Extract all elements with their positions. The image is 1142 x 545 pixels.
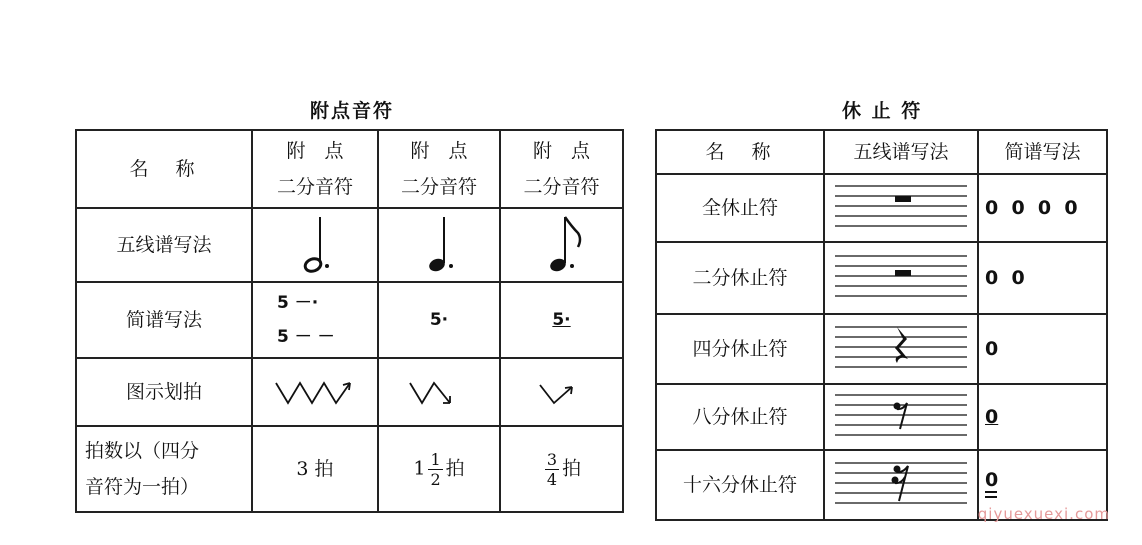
header-dotted-half-1: 附 点 二分音符 (252, 130, 378, 208)
row-label-staff: 五线谱写法 (76, 208, 252, 282)
watermark: qiyuexuexi.com (977, 505, 1110, 523)
beats-value-1: 3 拍 (252, 426, 378, 512)
rest-jianpu: 0 (978, 450, 1107, 520)
dotted-eighth-note-icon (500, 208, 623, 282)
rest-row-quarter (656, 314, 1107, 384)
beat-diagram-0-75-icon (500, 358, 623, 426)
sixteenth-rest-staff-icon (824, 450, 978, 520)
rest-row-eighth (656, 384, 1107, 450)
rest-jianpu: 0 (978, 384, 1107, 450)
rest-name: 二分休止符 (656, 242, 824, 314)
row-label-beats: 拍数以（四分 音符为一拍） (76, 426, 252, 512)
header-name: 名 称 (76, 130, 252, 208)
dotted-half-note-icon (252, 208, 378, 282)
rests-header-staff: 五线谱写法 (824, 130, 978, 174)
row-label-jianpu: 简谱写法 (76, 282, 252, 358)
rest-jianpu: 0 0 0 0 (978, 174, 1107, 242)
quarter-rest-staff-icon (824, 314, 978, 384)
beats-value-3: $\frac{3}{4}$ 拍 (500, 426, 623, 512)
rest-name: 全休止符 (656, 174, 824, 242)
eighth-rest-staff-icon (824, 384, 978, 450)
rest-name: 四分休止符 (656, 314, 824, 384)
header-row (76, 130, 623, 208)
rests-header-jianpu: 简谱写法 (978, 130, 1107, 174)
header-dotted-half-2: 附 点 二分音符 (378, 130, 500, 208)
row-label-diagram: 图示划拍 (76, 358, 252, 426)
rest-row-half (656, 242, 1107, 314)
rests-title: 休 止 符 (842, 100, 923, 122)
beat-diagram-3-icon (252, 358, 378, 426)
beats-row (76, 426, 623, 512)
dotted-quarter-note-icon (378, 208, 500, 282)
staff-row (76, 208, 623, 282)
rests-header-name: 名 称 (656, 130, 824, 174)
diagram-row (76, 358, 623, 426)
dotted-notes-title: 附点音符 (310, 100, 395, 122)
rests-table (655, 129, 1108, 521)
jianpu-row (76, 282, 623, 358)
beats-value-2: 1 $\frac{1}{2}$ 拍 (378, 426, 500, 512)
rest-jianpu: 0 0 (978, 242, 1107, 314)
dotted-notes-table (75, 129, 624, 513)
rests-header-row (656, 130, 1107, 174)
half-rest-staff-icon (824, 242, 978, 314)
header-dotted-half-3: 附 点 二分音符 (500, 130, 623, 208)
jianpu-value-3: 5· (500, 282, 623, 358)
rest-name: 十六分休止符 (656, 450, 824, 520)
whole-rest-staff-icon (824, 174, 978, 242)
rest-row-whole (656, 174, 1107, 242)
jianpu-value-2: 5· (378, 282, 500, 358)
jianpu-value-1: 5 －· 5 － － (252, 282, 378, 358)
rest-name: 八分休止符 (656, 384, 824, 450)
beat-diagram-1-5-icon (378, 358, 500, 426)
rest-jianpu: 0 (978, 314, 1107, 384)
